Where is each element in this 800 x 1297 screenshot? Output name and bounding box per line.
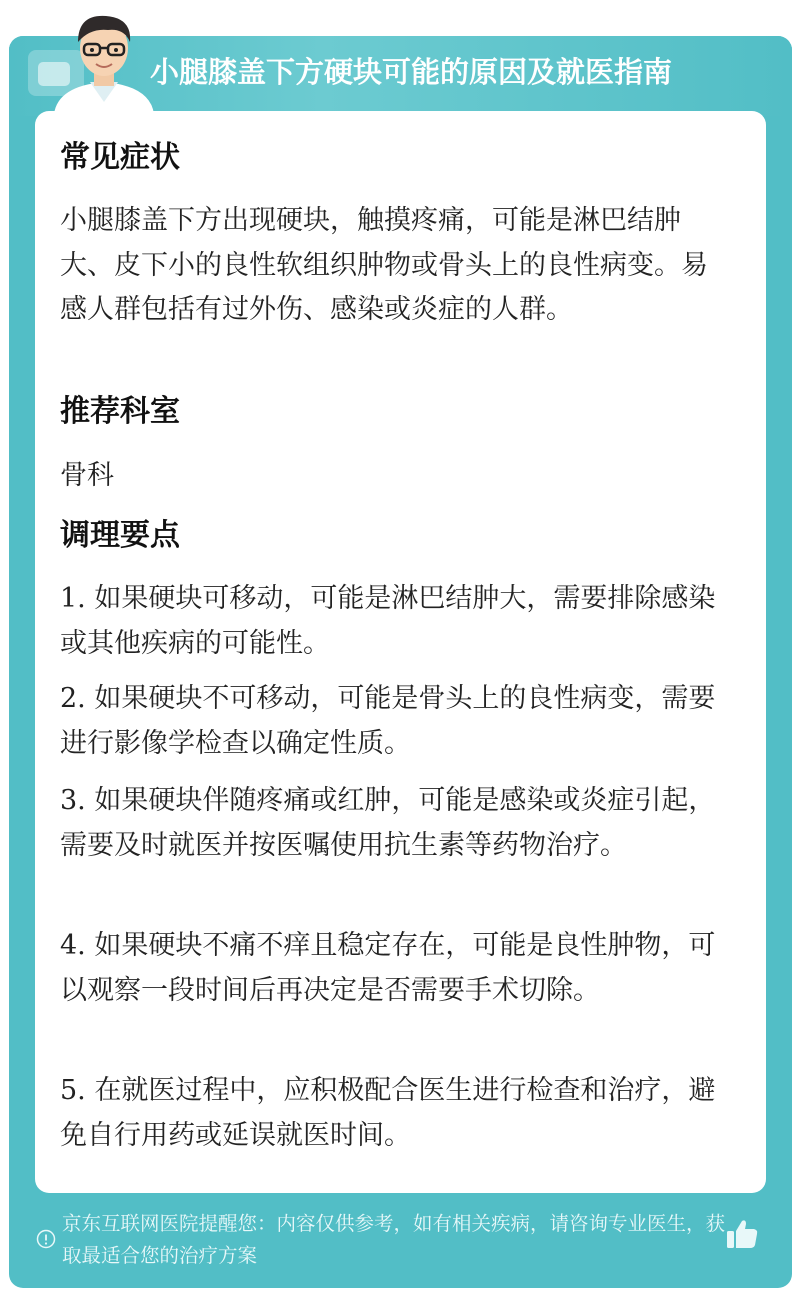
care-item-number: 4. [60, 930, 86, 961]
footer-notice: 京东互联网医院提醒您：内容仅供参考，如有相关疾病，请咨询专业医生，获取最适合您的治疗方案 [62, 1212, 726, 1267]
care-item [60, 779, 726, 868]
care-item-number: 3. [60, 785, 86, 816]
doctor-avatar [44, 6, 164, 114]
info-icon [36, 1229, 56, 1249]
page-title: 小腿膝盖下方硬块可能的原因及就医指南 [150, 55, 673, 89]
care-item-number: 1. [60, 583, 86, 614]
thumbs-up-icon[interactable] [724, 1216, 760, 1252]
care-item-text: 如果硬块不痛不痒且稳定存在，可能是良性肿物，可以观察一段时间后再决定是否需要手术切除。 [60, 930, 716, 1006]
care-item [60, 924, 726, 1013]
symptoms-text: 小腿膝盖下方出现硬块，触摸疼痛，可能是淋巴结肿大、皮下小的良性软组织肿物或骨头上的良性病变。易感人群包括有过外伤、感染或炎症的人群。 [60, 205, 708, 325]
symptoms-heading: 常见症状 [60, 140, 180, 175]
care-item-number: 2. [60, 683, 86, 714]
care-item-text: 在就医过程中，应积极配合医生进行检查和治疗，避免自行用药或延误就医时间。 [60, 1075, 716, 1151]
department-heading: 推荐科室 [60, 394, 180, 429]
care-item [60, 577, 726, 666]
care-item-number: 5. [60, 1075, 86, 1106]
care-item [60, 677, 726, 766]
care-heading: 调理要点 [60, 518, 180, 553]
care-item-text: 如果硬块可移动，可能是淋巴结肿大，需要排除感染或其他疾病的可能性。 [60, 583, 716, 659]
care-item [60, 1069, 726, 1158]
department-text: 骨科 [60, 460, 114, 491]
care-item-text: 如果硬块伴随疼痛或红肿，可能是感染或炎症引起，需要及时就医并按医嘱使用抗生素等药物治疗。 [60, 785, 716, 861]
care-item-text: 如果硬块不可移动，可能是骨头上的良性病变，需要进行影像学检查以确定性质。 [60, 683, 716, 759]
